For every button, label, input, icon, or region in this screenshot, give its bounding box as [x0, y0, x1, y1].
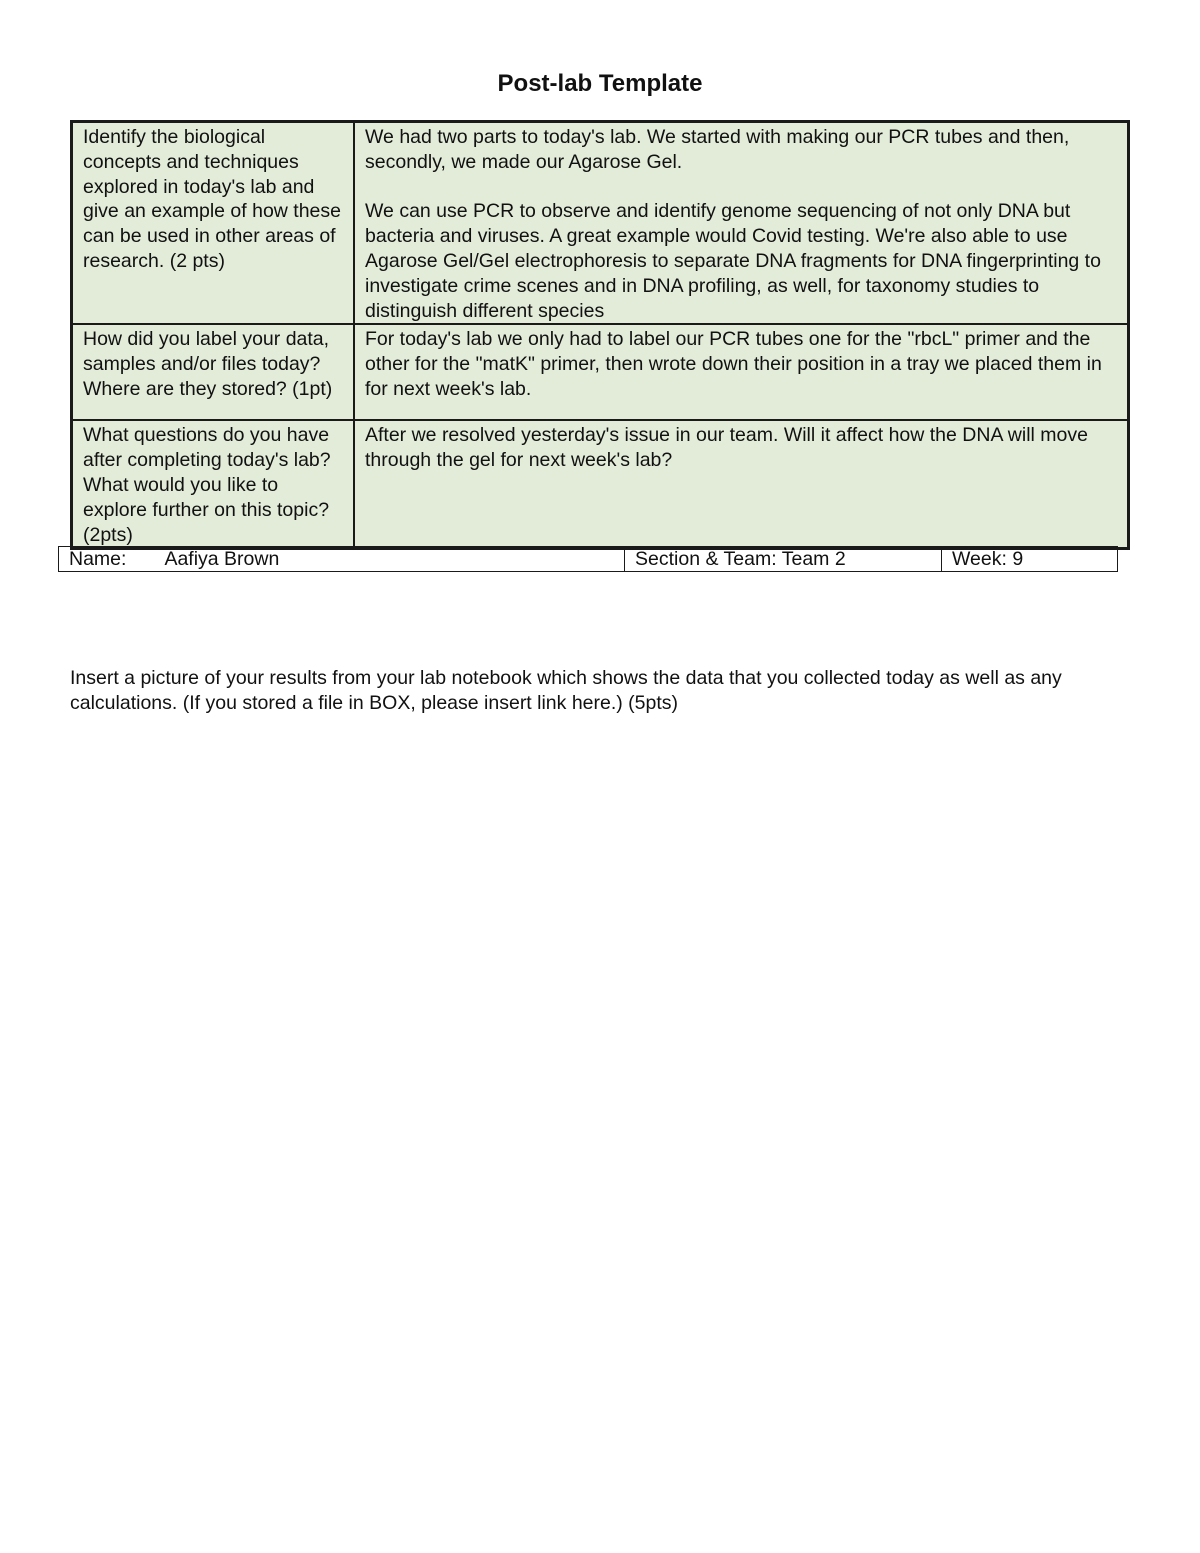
- answer-cell: [354, 122, 1129, 325]
- week-label: Week:: [952, 548, 1007, 570]
- instructions-text: Insert a picture of your results from your lab notebook which shows the data that you collected today as well as any calculations. (If you stored a file in BOX, please insert link here.) (5pts): [70, 667, 1062, 714]
- answer-cell: [354, 420, 1129, 548]
- qa-table: [70, 120, 1130, 550]
- name-label: Name:: [69, 548, 127, 570]
- name-cell: [59, 547, 625, 572]
- week-cell: [942, 547, 1118, 572]
- table-row: [72, 324, 1129, 420]
- question-cell: Identify the biological concepts and techniques explored in today's lab and give an example of how these can be used in other areas of research. (2 pts): [72, 122, 355, 325]
- info-table: [58, 546, 1118, 572]
- question-cell: How did you label your data, samples and/or files today? Where are they stored? (1pt): [72, 324, 355, 420]
- section-cell: [625, 547, 942, 572]
- page-title: Post-lab Template: [497, 70, 703, 97]
- table-row: [72, 122, 1129, 325]
- answer-paragraph: We can use PCR to observe and identify genome sequencing of not only DNA but bacteria and viruses. A great example would Covid testing. We're also able to use Agarose Gel/Gel electrophoresis to separate DNA fragments for DNA fingerprinting to investigate crime scenes and in DNA profiling, as well, for taxonomy studies to distinguish different species: [365, 200, 1101, 322]
- info-row: [59, 547, 1118, 572]
- name-value: Aafiya Brown: [164, 548, 280, 570]
- section-label: Section & Team:: [635, 548, 777, 570]
- answer-paragraph: After we resolved yesterday's issue in our team. Will it affect how the DNA will move through the gel for next week's lab?: [365, 424, 1088, 472]
- question-cell: What questions do you have after completing today's lab? What would you like to explore further on this topic? (2pts): [72, 420, 355, 548]
- answer-cell: [354, 324, 1129, 420]
- answer-paragraph: For today's lab we only had to label our PCR tubes one for the "rbcL" primer and the other for the "matK" primer, then wrote down their position in a tray we placed them in for next week's lab.: [365, 328, 1102, 400]
- section-value: Team 2: [781, 548, 846, 570]
- answer-paragraph: We had two parts to today's lab. We started with making our PCR tubes and then, secondly, we made our Agarose Gel.: [365, 126, 1070, 173]
- table-row: [72, 420, 1129, 548]
- week-value: 9: [1012, 548, 1024, 570]
